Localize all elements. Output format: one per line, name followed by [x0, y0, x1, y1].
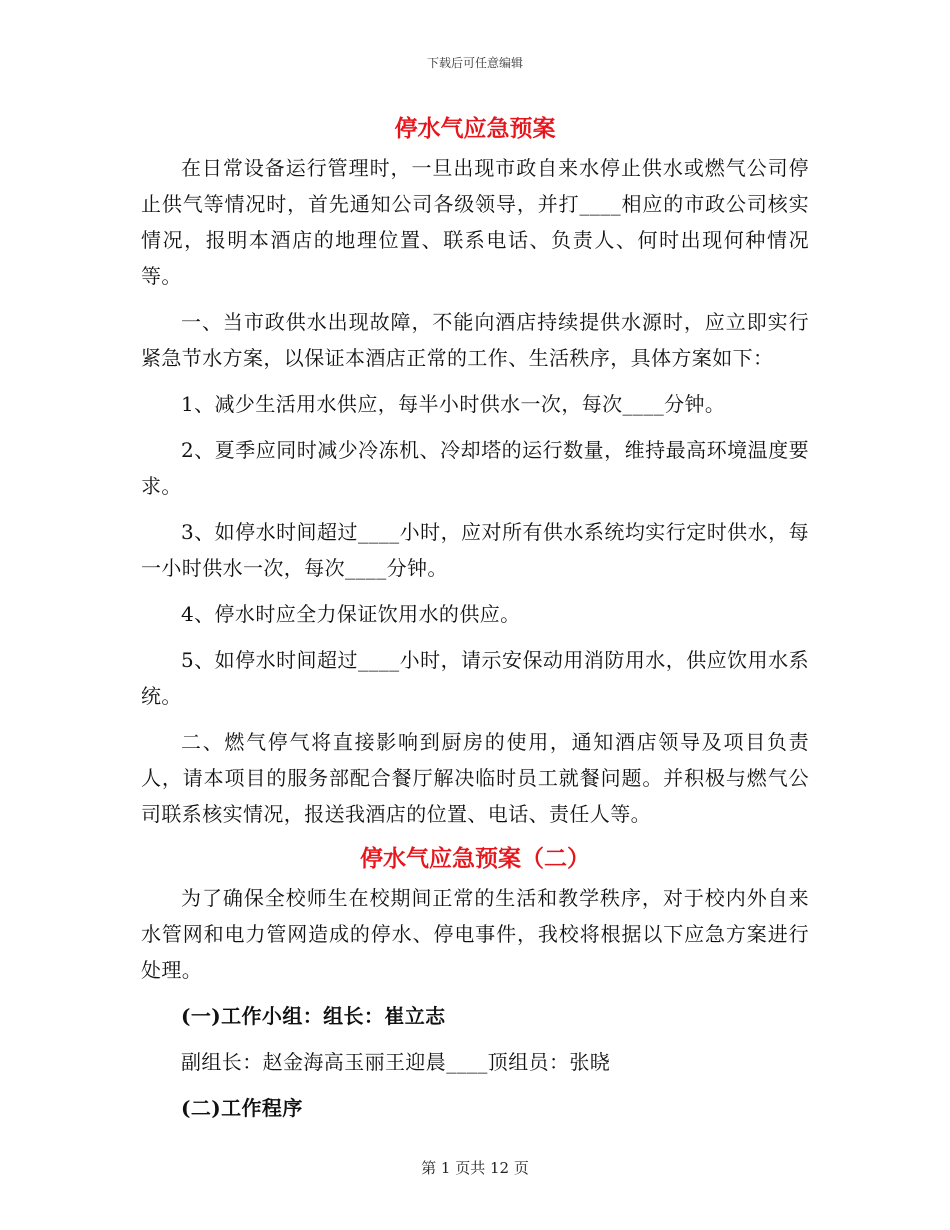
- section-title-2: 停水气应急预案（二）: [360, 845, 590, 872]
- document-body: [141, 112, 809, 1136]
- list-item-2: 2、夏季应同时减少冷冻机、冷却塔的运行数量，维持最高环境温度要求。: [141, 438, 809, 498]
- paragraph-water-outage: 一、当市政供水出现故障，不能向酒店持续提供水源时，应立即实行紧急节水方案，以保证本酒店正常的工作、生活秩序，具体方案如下：: [141, 310, 809, 370]
- list-item-1: 1、减少生活用水供应，每半小时供水一次，每次____分钟。: [181, 392, 726, 416]
- deputy-leader-line: 副组长：赵金海高玉丽王迎晨____顶组员：张晓: [181, 1050, 611, 1074]
- list-item-3: 3、如停水时间超过____小时，应对所有供水系统均实行定时供水，每一小时供水一次，每次____分钟。: [141, 520, 809, 580]
- paragraph-intro: 在日常设备运行管理时，一旦出现市政自来水停止供水或燃气公司停止供气等情况时，首先通知公司各级领导，并打____相应的市政公司核实情况，报明本酒店的地理位置、联系电话、负责人、何时出现何种情况等。: [141, 156, 809, 288]
- page-header: 下载后可任意编辑: [426, 56, 523, 70]
- list-item-4: 4、停水时应全力保证饮用水的供应。: [181, 602, 521, 626]
- page-footer: 第 1 页共 12 页: [421, 1159, 529, 1177]
- paragraph-gas-outage: 二、燃气停气将直接影响到厨房的使用，通知酒店领导及项目负责人，请本项目的服务部配合餐厅解决临时员工就餐问题。并积极与燃气公司联系核实情况，报送我酒店的位置、电话、责任人等。: [141, 730, 809, 826]
- list-item-5: 5、如停水时间超过____小时，请示安保动用消防用水，供应饮用水系统。: [141, 648, 809, 708]
- paragraph-school-intro: 为了确保全校师生在校期间正常的生活和教学秩序，对于校内外自来水管网和电力管网造成的停水、停电事件，我校将根据以下应急方案进行处理。: [141, 886, 809, 982]
- procedure-heading: (二)工作程序: [181, 1096, 303, 1120]
- section-title-1: 停水气应急预案: [394, 115, 556, 142]
- work-group-heading: (一)工作小组：组长：崔立志: [181, 1004, 446, 1028]
